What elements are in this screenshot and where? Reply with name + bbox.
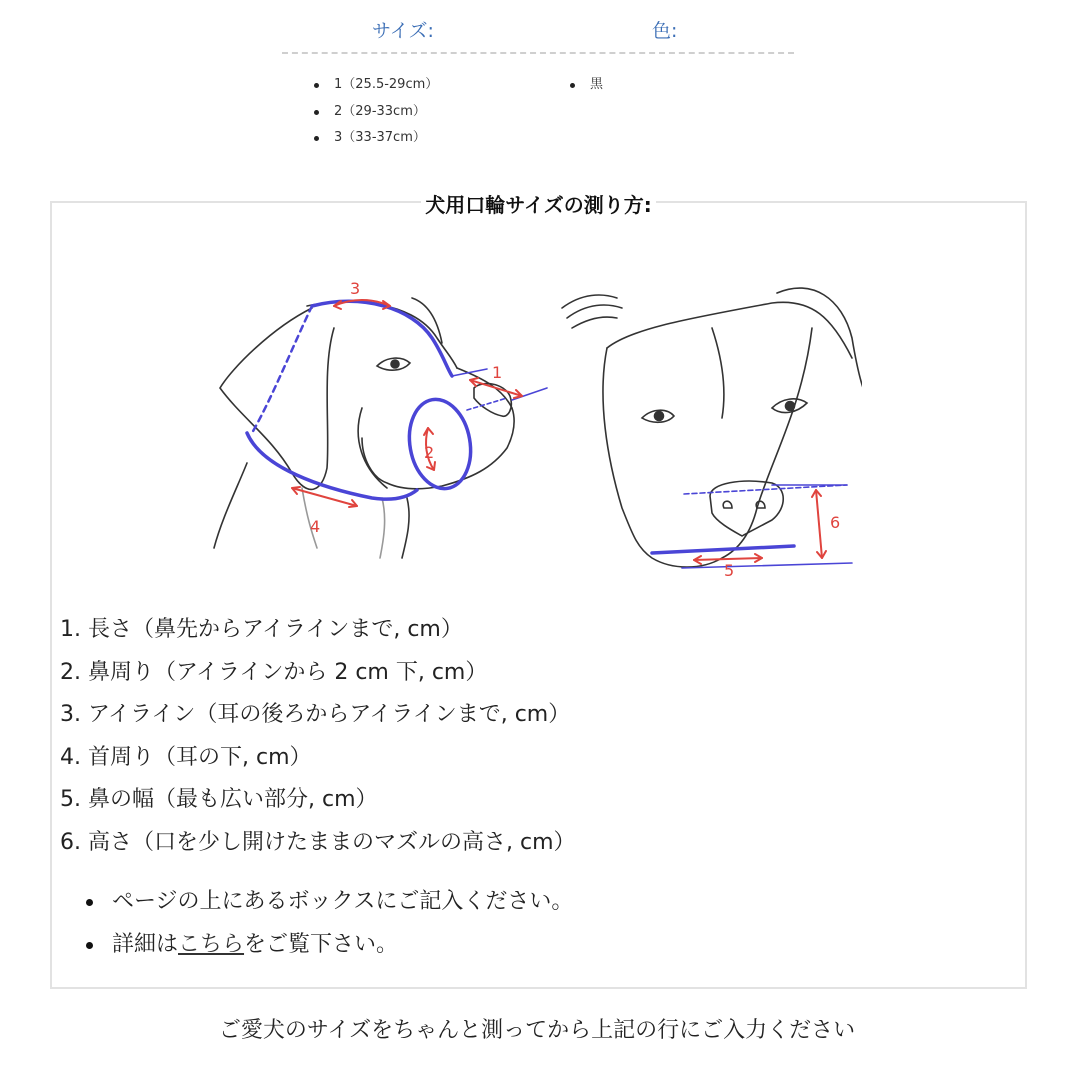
dashed-divider [282, 52, 794, 54]
guide-title: 犬用口輪サイズの測り方: [52, 189, 1025, 218]
step-eyeline: 3. アイライン（耳の後ろからアイラインまで, cm） [60, 702, 571, 727]
guide-notes [82, 881, 573, 967]
size-heading: サイズ: [372, 20, 434, 42]
step-length: 1. 長さ（鼻先からアイラインまで, cm） [60, 617, 463, 642]
front-view-dog [562, 288, 862, 567]
svg-text:4: 4 [310, 517, 321, 536]
step-nose-width: 5. 鼻の幅（最も広い部分, cm） [60, 787, 378, 812]
svg-text:1: 1 [492, 363, 503, 382]
step-neck-circumference: 4. 首周り（耳の下, cm） [60, 744, 312, 770]
dog-muzzle-diagram [212, 258, 862, 578]
details-link[interactable]: こちら [178, 932, 245, 957]
svg-text:5: 5 [724, 561, 735, 578]
size-option[interactable]: 3（33-37cm） [314, 125, 438, 152]
color-option[interactable]: 黒 [570, 72, 603, 99]
color-list [570, 72, 603, 99]
size-option[interactable]: 1（25.5-29cm） [314, 72, 438, 99]
size-list [314, 72, 438, 152]
color-heading: 色: [652, 20, 678, 42]
note-details: 詳細はこちらをご覧下さい。 [82, 924, 573, 967]
svg-text:2: 2 [424, 443, 435, 462]
measurement-guide [50, 193, 1027, 989]
side-view-measure-lines [247, 301, 547, 499]
svg-text:3: 3 [350, 279, 361, 298]
footer-instruction: ご愛犬のサイズをちゃんと測ってから上記の行にご入力ください [218, 1018, 856, 1043]
note-fill-box: ページの上にあるボックスにご記入ください。 [82, 881, 573, 924]
side-view-dog [214, 298, 514, 558]
step-height: 6. 高さ（口を少し開けたままのマズルの高さ, cm） [60, 829, 576, 855]
size-option[interactable]: 2（29-33cm） [314, 99, 438, 126]
svg-text:6: 6 [830, 513, 841, 532]
measurement-steps [60, 609, 576, 864]
step-nose-circumference: 2. 鼻周り（アイラインから 2 cm 下, cm） [60, 659, 488, 685]
